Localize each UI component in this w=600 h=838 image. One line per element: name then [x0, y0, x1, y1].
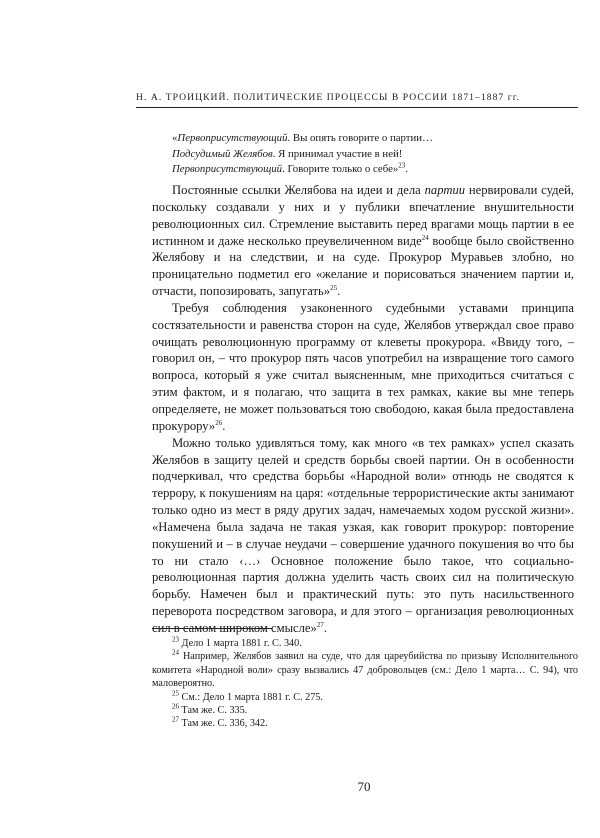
quote-text: . Я принимал участие в ней! [272, 147, 403, 160]
quote-text: . Вы опять говорите о партии… [287, 132, 433, 144]
footnote-number: 27 [172, 716, 179, 725]
paragraph-end: . [323, 620, 327, 635]
dialogue-quote [172, 131, 572, 178]
footnote-ref: 25 [330, 283, 338, 292]
quote-speaker: Первоприсутствующий [177, 132, 288, 144]
emphasis-text: партии [424, 183, 466, 197]
footnote-ref: 27 [316, 620, 324, 629]
footnote-ref: 26 [215, 418, 223, 427]
footnote-ref: 23 [398, 161, 406, 170]
footnote-rule [152, 628, 272, 629]
paragraph-text: Требуя соблюдения узаконенного судебными уставами принципа состязательности и равенства сторон на суде, Желябов утверждал свое право очищать революционную программу от клеветы прокурора. «Ввиду того, – говорил он, – что прокурор пять часов употребил на извращение того самого вопроса, который я уже считал выясненным, мне приходиться считаться с этим фактом, и я полагаю, что защита в тех рамках, какие вы мне теперь определяете, не может пользоваться тою свободою, какая была предоставлена прокурору» [152, 300, 574, 433]
footnote [152, 650, 578, 690]
paragraph-text: Постоянные ссылки Желябова на идеи и дела [172, 183, 425, 197]
paragraph [152, 300, 574, 435]
footnote [152, 637, 578, 650]
footnotes [152, 637, 578, 731]
footnote [152, 691, 578, 704]
running-head: Н. А. ТРОИЦКИЙ. ПОЛИТИЧЕСКИЕ ПРОЦЕССЫ В РОССИИ 1871–1887 гг. [136, 92, 521, 103]
quote-speaker: Подсудимый Желябов [172, 147, 273, 160]
footnote [152, 717, 578, 730]
footnote-text: См.: Дело 1 марта 1881 г. С. 275. [181, 691, 323, 703]
quote-open-mark: « [172, 132, 178, 144]
paragraph-text: Можно только удивляться тому, как много «в тех рамках» успел сказать Желябов в защиту целей и средств борьбы своей партии. Он в особенности подчеркивал, что средства борьбы «Народной воли» отнюдь не сводятся к террору, к покушениям на царя: «отдельные террористические акты занимают только одно из мест в ряду других задач, намечаемых ходом русской жизни». «Намечена была задача не такая узкая, как говорит прокурор: повторение покушений и – в случае неудачи – совершение удачного покушения во что бы то ни стало ‹…› Основное положение было такое, что социально-революционная партия должна уделить часть своих сил на политическую борьбу. Намечен был и практический путь: это путь насильственного переворота посредством заговора, и для этого – организация революционных сил в самом широком смысле» [152, 435, 574, 635]
page-number: 70 [357, 779, 371, 794]
paragraph-text: вообще было свойственно Желябову и на следствии, и на суде. Прокурор Муравьев злобно, но проницательно подметил его «желание и порисоваться значением партии и, отчасти, попозировать, запугать» [152, 233, 574, 299]
footnote-number: 24 [172, 649, 179, 658]
footnote-text: Там же. С. 335. [181, 705, 248, 717]
footnote-ref: 24 [421, 233, 429, 242]
quote-speaker: Первоприсутствующий [172, 163, 283, 175]
quote-line [172, 131, 572, 147]
footnote-text: Там же. С. 336, 342. [181, 718, 268, 730]
footnote-text: Например, Желябов заявил на суде, что для цареубийства по призыву Исполнительного комитета «Народной воли» сразу вызвались 47 добровольцев (см.: Дело 1 марта… С. 94), что маловероятно. [152, 651, 578, 690]
footnote-number: 23 [172, 635, 179, 644]
quote-line [172, 162, 572, 178]
paragraph-end: . [337, 284, 341, 299]
body-text [152, 182, 574, 637]
footnote-text: Дело 1 марта 1881 г. С. 340. [181, 638, 302, 649]
paragraph-text: нервировали судей, поскольку создавали у них и у публики впечатление внушительности революционных сил. Стремление выставить перед врагами мощь партии в ее истинном и даже несколько преувеличенном виде [152, 183, 574, 248]
footnote-number: 26 [172, 702, 179, 711]
paragraph [152, 182, 574, 300]
header-rule [136, 107, 578, 108]
quote-line [172, 147, 572, 163]
paragraph [152, 435, 574, 637]
quote-text: . Говорите только о себе» [282, 163, 399, 175]
quote-tail: . [405, 163, 408, 175]
paragraph-end: . [222, 418, 226, 433]
footnote-number: 25 [172, 689, 179, 698]
footnote [152, 704, 578, 717]
